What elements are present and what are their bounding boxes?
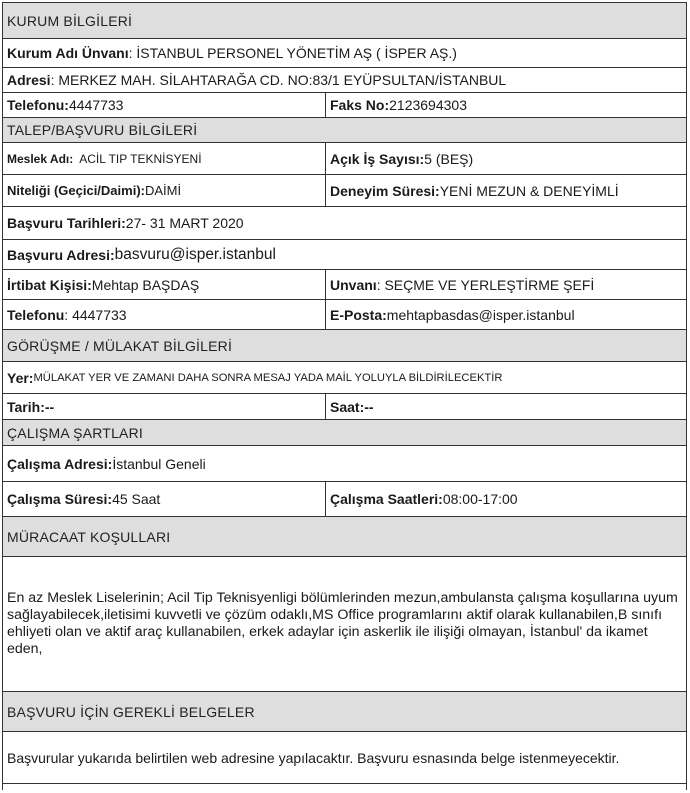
section-header-belgeler — [2, 692, 687, 732]
field-value: YENİ MEZUN & DENEYİMLİ — [439, 182, 619, 199]
section-header-muracaat — [2, 517, 687, 557]
field-label: Deneyim Süresi: — [330, 182, 440, 199]
field-label: Adresi — [7, 72, 51, 88]
field-value: : İSTANBUL PERSONEL YÖNETİM AŞ ( İSPER AŞ.) — [128, 45, 457, 61]
section-title: BAŞVURU İÇİN GEREKLİ BELGELER — [7, 703, 255, 720]
row-adres — [2, 68, 687, 93]
field-label: Çalışma Saatleri: — [330, 491, 443, 507]
field-label: E-Posta: — [330, 306, 387, 323]
field-value: 2123694303 — [389, 97, 467, 113]
field-value: MÜLAKAT YER VE ZAMANI DAHA SONRA MESAJ YADA MAİL YOLUYLA BİLDİRİLECEKTİR — [33, 371, 503, 384]
field-value: 27- 31 MART 2020 — [125, 215, 244, 231]
field-value: Mehtap BAŞDAŞ — [91, 276, 200, 293]
row-muracaat-kosullari — [2, 557, 687, 692]
field-value: ACİL TIP TEKNİSYENİ — [73, 151, 202, 166]
section-title: TALEP/BAŞVURU BİLGİLERİ — [7, 122, 198, 138]
field-value: DAİMİ — [144, 183, 182, 198]
field-value: İstanbul Geneli — [112, 455, 206, 472]
contact-email-link[interactable]: mehtapbasdas@isper.istanbul — [386, 306, 575, 323]
row-basvuru-tarihleri — [2, 207, 687, 240]
row-yer — [2, 362, 687, 394]
job-posting-form — [2, 2, 687, 790]
trailing-row — [2, 784, 687, 790]
field-label: Telefonu: — [7, 97, 69, 113]
row-irtibat — [2, 270, 687, 300]
field-value: 5 (BEŞ) — [424, 150, 474, 167]
section-title: GÖRÜŞME / MÜLAKAT BİLGİLERİ — [7, 337, 233, 354]
field-label: Başvuru Adresi: — [7, 246, 115, 263]
row-belgeler — [2, 732, 687, 784]
section-title: ÇALIŞMA ŞARTLARI — [7, 424, 143, 441]
tarih-label: Tarih:-- — [7, 398, 55, 415]
field-label: İrtibat Kişisi: — [7, 276, 92, 293]
section-title: KURUM BİLGİLERİ — [7, 12, 133, 29]
field-value: 45 Saat — [112, 491, 161, 507]
field-label: Kurum Adı Ünvanı — [7, 45, 129, 61]
section-title: MÜRACAAT KOŞULLARI — [7, 528, 171, 545]
field-label: Çalışma Adresi: — [7, 455, 113, 472]
field-value: : MERKEZ MAH. SİLAHTARAĞA CD. NO:83/1 EYÜPSULTAN/İSTANBUL — [50, 72, 507, 88]
documents-text: Başvurular yukarıda belirtilen web adresine yapılacaktır. Başvuru esnasında belge istenmeyecektir. — [7, 749, 620, 766]
row-tarih-saat — [2, 394, 687, 420]
section-header-calisma — [2, 420, 687, 446]
row-calisma-sure-saat — [2, 482, 687, 517]
saat-label: Saat:-- — [330, 398, 374, 415]
field-label: Telefonu — [7, 306, 65, 323]
row-meslek — [2, 143, 687, 175]
field-label: Niteliği (Geçici/Daimi): — [7, 183, 145, 198]
row-kurum-adi — [2, 39, 687, 68]
field-value: 08:00-17:00 — [442, 491, 518, 507]
row-basvuru-adresi — [2, 240, 687, 270]
field-label: Açık İş Sayısı: — [330, 150, 425, 167]
field-label: Meslek Adı: — [7, 151, 74, 166]
field-label: Yer: — [7, 369, 34, 386]
section-header-kurum — [2, 2, 687, 39]
row-niteligi — [2, 175, 687, 207]
field-label: Faks No: — [330, 97, 390, 113]
row-iletisim — [2, 300, 687, 330]
section-header-gorusme — [2, 330, 687, 362]
row-calisma-adresi — [2, 446, 687, 482]
field-label: Unvanı — [330, 276, 377, 293]
field-label: Başvuru Tarihleri: — [7, 215, 126, 231]
application-email-link[interactable]: basvuru@isper.istanbul — [114, 245, 276, 263]
row-telefon-faks — [2, 93, 687, 118]
field-value: : SEÇME VE YERLEŞTİRME ŞEFİ — [376, 276, 595, 293]
field-value: : 4447733 — [64, 306, 127, 323]
section-header-talep — [2, 118, 687, 143]
requirements-text: En az Meslek Liselerinin; Acil Tip Teknisyenligi bölümlerinden mezun,ambulansta çalışma koşullarına uyum sağlayabilecek,iletisimi kuvvetli ve çözüm odaklı,MS Office programlarını aktif olarak kullanabilen,B sınıfı ehliyeti olan ve aktif araç kullanabilen, erkek adaylar için askerlik ile ilişiği olmayan, İstanbul' da ikamet eden, — [7, 590, 678, 657]
field-label: Çalışma Süresi: — [7, 491, 113, 507]
field-value: 4447733 — [68, 97, 124, 113]
